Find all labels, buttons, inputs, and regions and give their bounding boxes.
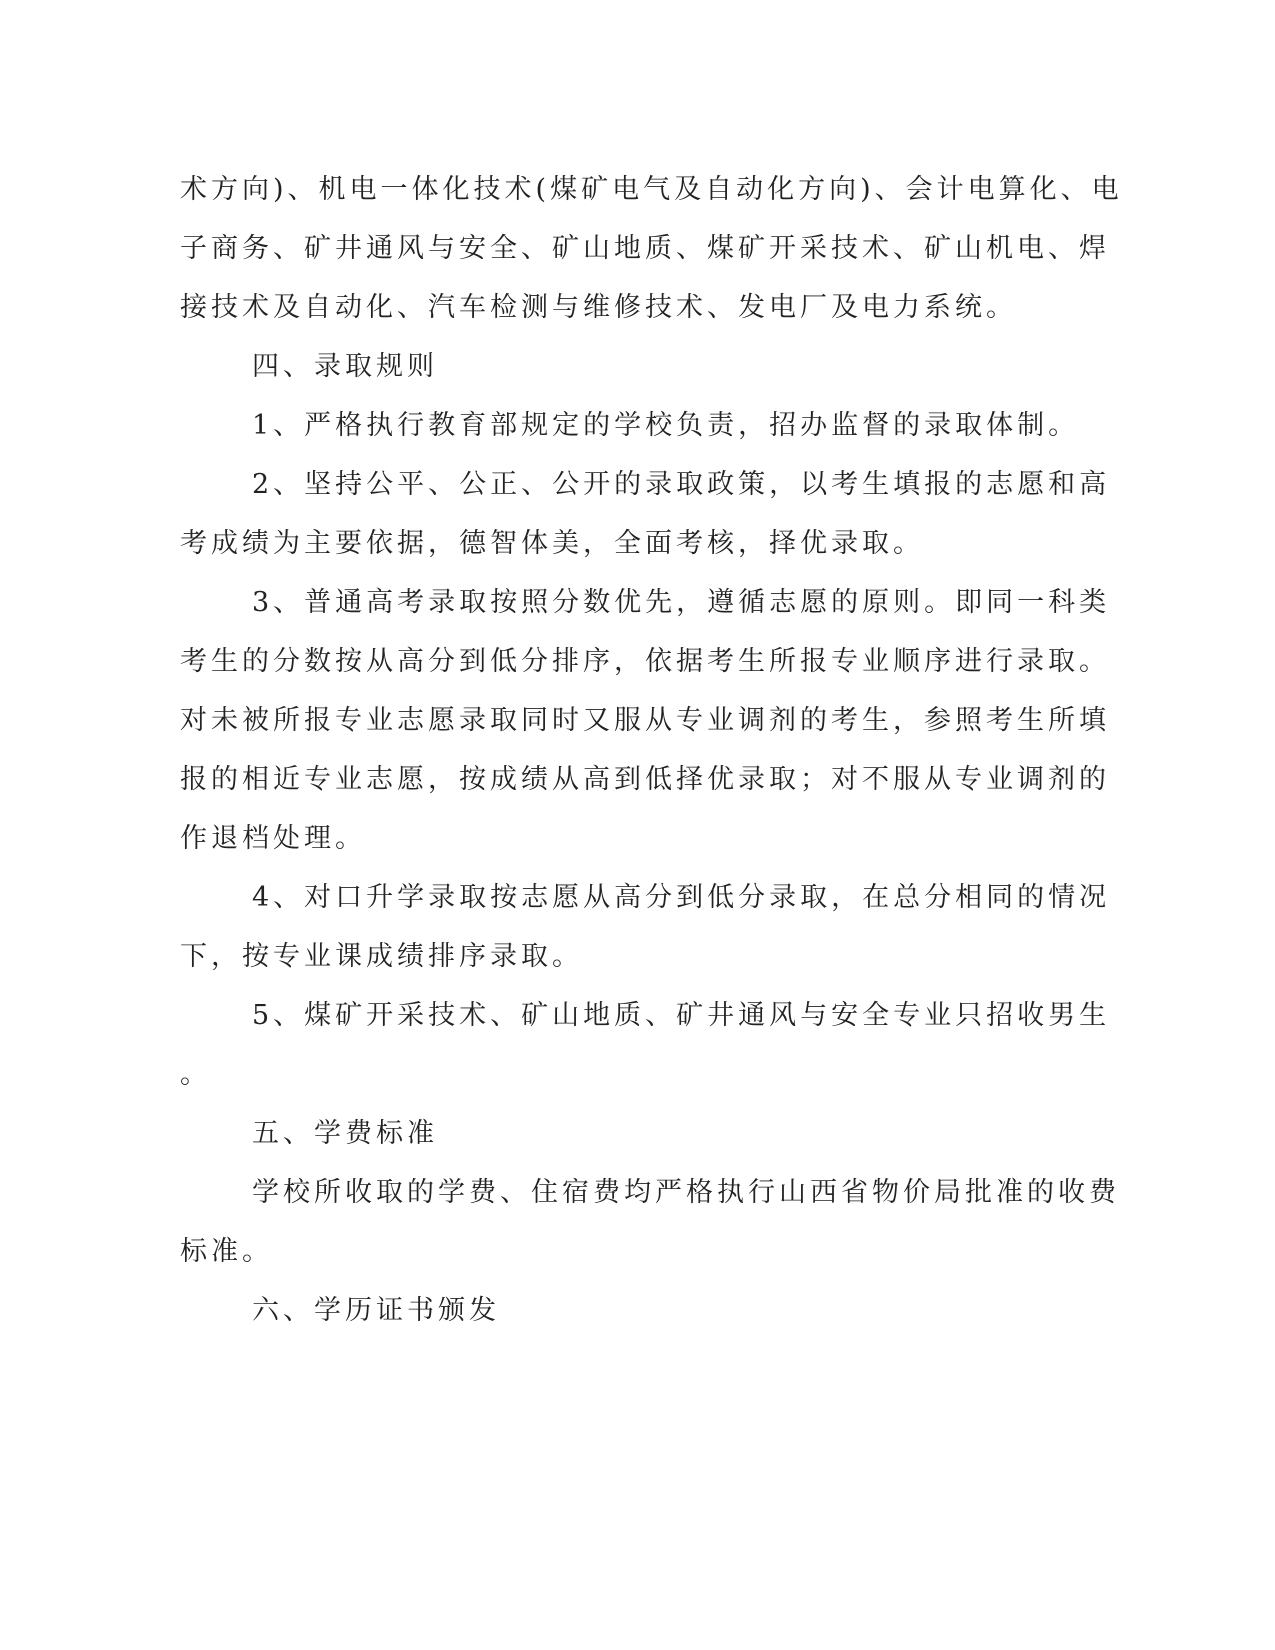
- paragraph-line: 3、普通高考录取按照分数优先，遵循志愿的原则。即同一科类: [252, 587, 1111, 618]
- paragraph-line: 作退档处理。: [180, 823, 366, 854]
- paragraph-line: 术方向)、机电一体化技术(煤矿电气及自动化方向)、会计电算化、电: [180, 174, 1123, 205]
- document-body: [180, 160, 1123, 1340]
- paragraph-line: 下，按专业课成绩排序录取。: [180, 941, 583, 972]
- paragraph-line: 标准。: [180, 1236, 273, 1267]
- paragraph-line: 子商务、矿井通风与安全、矿山地质、煤矿开采技术、矿山机电、焊: [180, 233, 1110, 264]
- paragraph-line: 对未被所报专业志愿录取同时又服从专业调剂的考生，参照考生所填: [180, 705, 1110, 736]
- paragraph-line: 1、严格执行教育部规定的学校负责，招办监督的录取体制。: [252, 410, 1080, 441]
- paragraph-line: 2、坚持公平、公正、公开的录取政策，以考生填报的志愿和高: [252, 469, 1111, 500]
- paragraph-line: 考生的分数按从高分到低分排序，依据考生所报专业顺序进行录取。: [180, 646, 1110, 677]
- paragraph-line: 学校所收取的学费、住宿费均严格执行山西省物价局批准的收费: [252, 1177, 1120, 1208]
- paragraph-line: 4、对口升学录取按志愿从高分到低分录取，在总分相同的情况: [252, 882, 1111, 913]
- paragraph-line: 5、煤矿开采技术、矿山地质、矿井通风与安全专业只招收男生: [252, 1000, 1111, 1031]
- paragraph-line: 接技术及自动化、汽车检测与维修技术、发电厂及电力系统。: [180, 292, 1017, 323]
- section-heading: 四、录取规则: [252, 351, 438, 382]
- section-heading: 六、学历证书颁发: [252, 1295, 500, 1326]
- paragraph-line: 报的相近专业志愿，按成绩从高到低择优录取；对不服从专业调剂的: [180, 764, 1110, 795]
- paragraph-line: 考成绩为主要依据，德智体美，全面考核，择优录取。: [180, 528, 924, 559]
- section-heading: 五、学费标准: [252, 1118, 438, 1149]
- paragraph-line: 。: [180, 1059, 211, 1090]
